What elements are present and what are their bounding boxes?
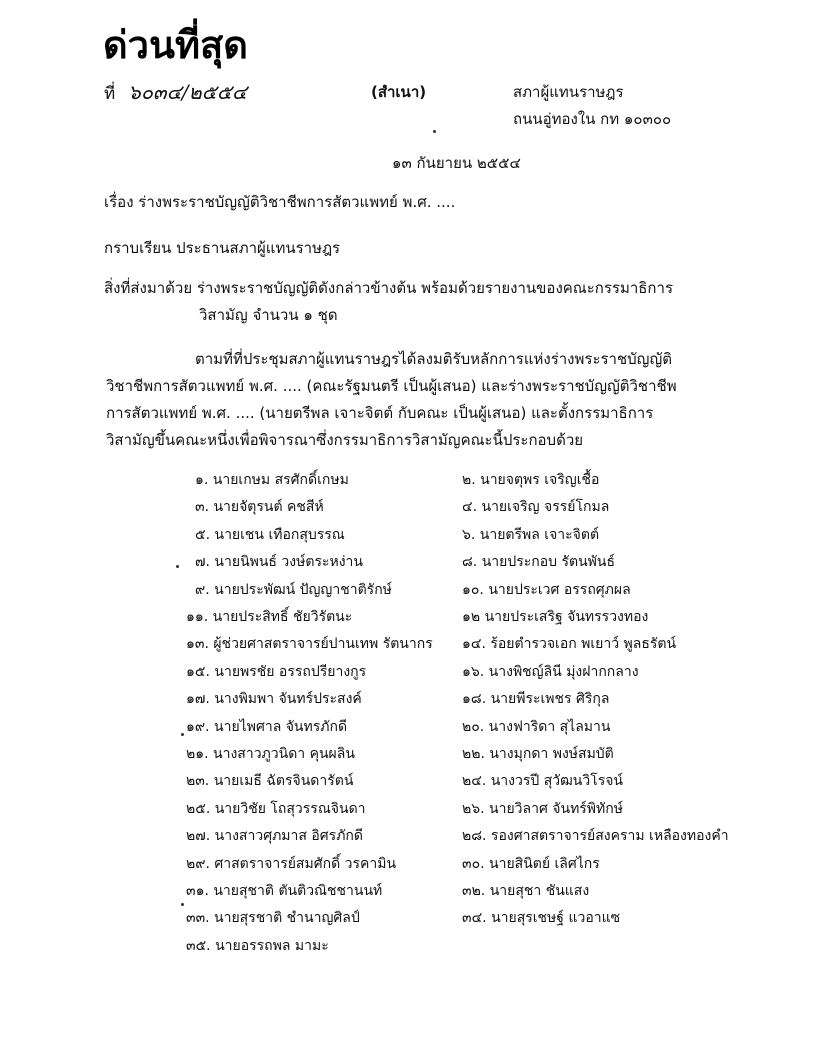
urgency-heading: ด่วนที่สุด xyxy=(103,23,248,67)
member-left-4: ๗. นายนิพนธ์ วงษ์ตระหง่าน xyxy=(195,554,363,570)
member-left-12: ๒๓. นายเมธี ฉัตรจินดารัตน์ xyxy=(186,773,354,789)
organization-name: สภาผู้แทนราษฎร xyxy=(513,83,624,101)
member-right-15: ๓๐. นายสินิตย์ เลิศไกร xyxy=(462,856,600,872)
member-left-10: ๑๙. นายไพศาล จันทรภักดี xyxy=(186,719,348,735)
member-left-18: ๓๕. นายอรรถพล มามะ xyxy=(186,938,329,954)
reference-number: ๖๐๓๔/๒๕๕๔ xyxy=(128,80,248,104)
member-left-7: ๑๓. ผู้ช่วยศาสตราจารย์ปานเทพ รัตนากร xyxy=(186,636,433,652)
reference-label: ที่ xyxy=(104,84,116,104)
member-right-4: ๘. นายประกอบ รัตนพันธ์ xyxy=(462,554,616,570)
member-right-11: ๒๒. นางมุกดา พงษ์สมบัติ xyxy=(462,746,614,762)
member-right-2: ๔. นายเจริญ จรรย์โกมล xyxy=(462,499,610,515)
member-right-5: ๑๐. นายประเวศ อรรถศุภผล xyxy=(462,582,631,598)
organization-address: ถนนอู่ทองใน กท ๑๐๓๐๐ xyxy=(513,110,672,128)
member-right-14: ๒๘. รองศาสตราจารย์สงคราม เหลืองทองคำ xyxy=(462,828,729,844)
body-line-2: วิชาชีพการสัตวแพทย์ พ.ศ. .... (คณะรัฐมนตรี เป็นผู้เสนอ) และร่างพระราชบัญญัติวิชาชีพ xyxy=(106,377,677,395)
member-left-3: ๕. นายเชน เทือกสุบรรณ xyxy=(195,527,345,543)
member-left-2: ๓. นายจัตุรนต์ คชสีห์ xyxy=(195,499,324,515)
letter-salutation: กราบเรียน ประธานสภาผู้แทนราษฎร xyxy=(104,239,341,257)
member-left-1: ๑. นายเกษม สรศักดิ์เกษม xyxy=(195,472,349,488)
member-left-15: ๒๙. ศาสตราจารย์สมศักดิ์ วรคามิน xyxy=(186,856,397,872)
copy-mark: (สำเนา) xyxy=(371,83,427,101)
scan-speck xyxy=(181,733,184,736)
letter-subject: เรื่อง ร่างพระราชบัญญัติวิชาชีพการสัตวแพทย์ พ.ศ. .... xyxy=(104,193,456,211)
body-line-3: การสัตวแพทย์ พ.ศ. .... (นายตรีพล เจาะจิตต์ กับคณะ เป็นผู้เสนอ) และตั้งกรรมาธิการ xyxy=(106,404,654,422)
member-left-8: ๑๕. นายพรชัย อรรถปรียางกูร xyxy=(186,664,367,680)
member-right-8: ๑๖. นางพิชญ์ลินี มุ่งฝากกลาง xyxy=(462,664,639,680)
member-right-10: ๒๐. นางฟาริดา สุไลมาน xyxy=(462,719,611,735)
member-right-1: ๒. นายจตุพร เจริญเชื้อ xyxy=(462,472,600,488)
member-left-6: ๑๑. นายประสิทธิ์ ชัยวิรัตนะ xyxy=(186,609,353,625)
enclosure-line-1: สิ่งที่ส่งมาด้วย ร่างพระราชบัญญัติดังกล่าวข้างต้น พร้อมด้วยรายงานของคณะกรรมาธิการ xyxy=(104,279,673,297)
enclosure-line-2: วิสามัญ จำนวน ๑ ชุด xyxy=(199,306,338,324)
scan-speck xyxy=(176,565,179,568)
body-line-1: ตามที่ที่ประชุมสภาผู้แทนราษฎรได้ลงมติรับหลักการแห่งร่างพระราชบัญญัติ xyxy=(195,350,672,368)
scan-speck xyxy=(433,130,436,133)
member-right-16: ๓๒. นายสุชา ชันแสง xyxy=(462,883,590,899)
member-left-9: ๑๗. นางพิมพา จันทร์ประสงค์ xyxy=(186,691,362,707)
member-left-5: ๙. นายประพัฒน์ ปัญญาชาติรักษ์ xyxy=(195,582,392,598)
member-left-13: ๒๕. นายวิชัย โถสุวรรณจินดา xyxy=(186,801,366,817)
member-left-14: ๒๗. นางสาวศุภมาส อิศรภักดี xyxy=(186,828,364,844)
member-right-13: ๒๖. นายวิลาศ จันทร์พิทักษ์ xyxy=(462,801,623,817)
letter-date: ๑๓ กันยายน ๒๕๕๔ xyxy=(392,154,521,172)
member-right-3: ๖. นายตรีพล เจาะจิตต์ xyxy=(462,527,600,543)
member-right-9: ๑๘. นายพีระเพชร ศิริกุล xyxy=(462,691,610,707)
member-right-6: ๑๒ นายประเสริฐ จันทรรวงทอง xyxy=(462,609,649,625)
member-right-7: ๑๔. ร้อยตำรวจเอก พเยาว์ พูลธรัตน์ xyxy=(462,636,677,652)
member-right-17: ๓๔. นายสุรเชษฐ์ แวอาแซ xyxy=(462,910,621,926)
scan-speck xyxy=(181,903,184,906)
body-line-4: วิสามัญขึ้นคณะหนึ่งเพื่อพิจารณาซึ่งกรรมาธิการวิสามัญคณะนี้ประกอบด้วย xyxy=(106,431,584,449)
member-right-12: ๒๔. นางวรปี สุวัฒนวิโรจน์ xyxy=(462,773,624,789)
member-left-17: ๓๓. นายสุรชาติ ชำนาญศิลป์ xyxy=(186,910,360,926)
member-left-11: ๒๑. นางสาวภูวนิดา คุนผลิน xyxy=(186,746,355,762)
member-left-16: ๓๑. นายสุชาติ ตันติวณิชชานนท์ xyxy=(186,883,383,899)
